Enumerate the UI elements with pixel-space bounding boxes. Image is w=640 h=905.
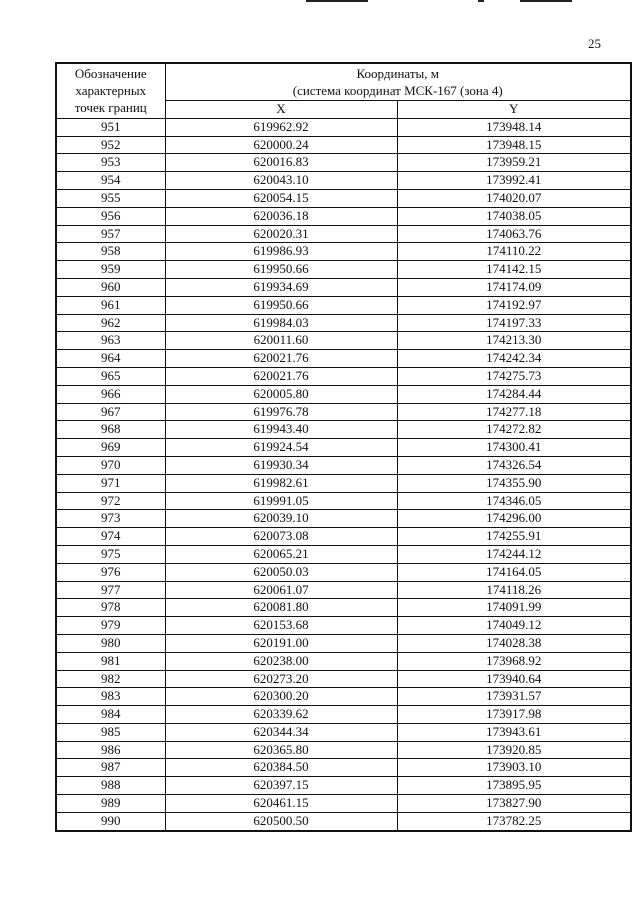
y-coordinate-cell: 174296.00 (397, 510, 631, 528)
table-row (56, 759, 631, 777)
table-row (56, 172, 631, 190)
x-coordinate-cell: 620384.50 (165, 759, 397, 777)
point-id-cell: 981 (56, 652, 165, 670)
table-row (56, 136, 631, 154)
y-coordinate-cell: 174300.41 (397, 439, 631, 457)
point-id-cell: 958 (56, 243, 165, 261)
y-coordinate-cell: 173931.57 (397, 688, 631, 706)
y-coordinate-cell: 174192.97 (397, 296, 631, 314)
y-coordinate-cell: 174118.26 (397, 581, 631, 599)
point-id-cell: 975 (56, 545, 165, 563)
x-coordinate-cell: 620020.31 (165, 225, 397, 243)
point-id-cell: 953 (56, 154, 165, 172)
x-coordinate-cell: 620397.15 (165, 777, 397, 795)
point-id-cell: 962 (56, 314, 165, 332)
x-coordinate-cell: 619982.61 (165, 474, 397, 492)
table-row (56, 207, 631, 225)
x-coordinate-cell: 620061.07 (165, 581, 397, 599)
y-coordinate-cell: 173917.98 (397, 706, 631, 724)
header-x: X (165, 101, 397, 119)
y-coordinate-cell: 173992.41 (397, 172, 631, 190)
point-id-cell: 963 (56, 332, 165, 350)
y-coordinate-cell: 174038.05 (397, 207, 631, 225)
point-id-cell: 976 (56, 563, 165, 581)
scan-edge-mark (478, 0, 484, 2)
x-coordinate-cell: 620065.21 (165, 545, 397, 563)
point-id-cell: 974 (56, 528, 165, 546)
point-id-cell: 966 (56, 385, 165, 403)
point-id-cell: 985 (56, 723, 165, 741)
coordinates-table (55, 62, 632, 832)
y-coordinate-cell: 173959.21 (397, 154, 631, 172)
point-id-cell: 971 (56, 474, 165, 492)
table-row (56, 510, 631, 528)
y-coordinate-cell: 174213.30 (397, 332, 631, 350)
y-coordinate-cell: 174275.73 (397, 367, 631, 385)
page-number: 25 (588, 36, 601, 51)
point-id-cell: 982 (56, 670, 165, 688)
y-coordinate-cell: 174020.07 (397, 189, 631, 207)
y-coordinate-cell: 174028.38 (397, 634, 631, 652)
x-coordinate-cell: 620073.08 (165, 528, 397, 546)
y-coordinate-cell: 173903.10 (397, 759, 631, 777)
point-id-cell: 978 (56, 599, 165, 617)
y-coordinate-cell: 174346.05 (397, 492, 631, 510)
y-coordinate-cell: 173940.64 (397, 670, 631, 688)
x-coordinate-cell: 620021.76 (165, 367, 397, 385)
table-row (56, 617, 631, 635)
table-row (56, 421, 631, 439)
y-coordinate-cell: 174142.15 (397, 261, 631, 279)
table-row (56, 706, 631, 724)
table-row (56, 225, 631, 243)
x-coordinate-cell: 620273.20 (165, 670, 397, 688)
point-id-cell: 967 (56, 403, 165, 421)
table-row (56, 456, 631, 474)
point-id-cell: 984 (56, 706, 165, 724)
x-coordinate-cell: 619950.66 (165, 296, 397, 314)
point-id-cell: 980 (56, 634, 165, 652)
table-header-row (56, 63, 631, 101)
y-coordinate-cell: 174164.05 (397, 563, 631, 581)
x-coordinate-cell: 619986.93 (165, 243, 397, 261)
table-row (56, 492, 631, 510)
table-row (56, 403, 631, 421)
table-body (56, 118, 631, 830)
y-coordinate-cell: 174277.18 (397, 403, 631, 421)
point-id-cell: 956 (56, 207, 165, 225)
x-coordinate-cell: 620339.62 (165, 706, 397, 724)
x-coordinate-cell: 620461.15 (165, 795, 397, 813)
y-coordinate-cell: 173968.92 (397, 652, 631, 670)
y-coordinate-cell: 174197.33 (397, 314, 631, 332)
y-coordinate-cell: 174326.54 (397, 456, 631, 474)
x-coordinate-cell: 620365.80 (165, 741, 397, 759)
table-row (56, 528, 631, 546)
header-coordinates (165, 63, 631, 101)
x-coordinate-cell: 619943.40 (165, 421, 397, 439)
header-point-label: Обозначение характерных точек границ (56, 63, 165, 118)
table-row (56, 545, 631, 563)
x-coordinate-cell: 619962.92 (165, 118, 397, 136)
table-row (56, 385, 631, 403)
table-row (56, 439, 631, 457)
x-coordinate-cell: 620238.00 (165, 652, 397, 670)
table-row (56, 634, 631, 652)
point-id-cell: 986 (56, 741, 165, 759)
x-coordinate-cell: 620081.80 (165, 599, 397, 617)
point-id-cell: 955 (56, 189, 165, 207)
x-coordinate-cell: 619950.66 (165, 261, 397, 279)
y-coordinate-cell: 174063.76 (397, 225, 631, 243)
x-coordinate-cell: 620300.20 (165, 688, 397, 706)
point-id-cell: 952 (56, 136, 165, 154)
y-coordinate-cell: 174255.91 (397, 528, 631, 546)
x-coordinate-cell: 620016.83 (165, 154, 397, 172)
table-row (56, 314, 631, 332)
y-coordinate-cell: 174284.44 (397, 385, 631, 403)
table-row (56, 350, 631, 368)
y-coordinate-cell: 174174.09 (397, 278, 631, 296)
point-id-cell: 961 (56, 296, 165, 314)
x-coordinate-cell: 620000.24 (165, 136, 397, 154)
table-row (56, 118, 631, 136)
point-id-cell: 970 (56, 456, 165, 474)
x-coordinate-cell: 620021.76 (165, 350, 397, 368)
point-id-cell: 954 (56, 172, 165, 190)
point-id-cell: 964 (56, 350, 165, 368)
y-coordinate-cell: 173895.95 (397, 777, 631, 795)
y-coordinate-cell: 173827.90 (397, 795, 631, 813)
y-coordinate-cell: 173782.25 (397, 812, 631, 830)
x-coordinate-cell: 619934.69 (165, 278, 397, 296)
scan-edge-mark (306, 0, 368, 2)
x-coordinate-cell: 620153.68 (165, 617, 397, 635)
table-row (56, 189, 631, 207)
point-id-cell: 969 (56, 439, 165, 457)
scan-edge-mark (520, 0, 572, 2)
x-coordinate-cell: 620005.80 (165, 385, 397, 403)
x-coordinate-cell: 619930.34 (165, 456, 397, 474)
x-coordinate-cell: 620191.00 (165, 634, 397, 652)
table-row (56, 670, 631, 688)
table-row (56, 563, 631, 581)
y-coordinate-cell: 173948.14 (397, 118, 631, 136)
point-id-cell: 968 (56, 421, 165, 439)
point-id-cell: 983 (56, 688, 165, 706)
x-coordinate-cell: 619984.03 (165, 314, 397, 332)
point-id-cell: 960 (56, 278, 165, 296)
x-coordinate-cell: 620050.03 (165, 563, 397, 581)
y-coordinate-cell: 173920.85 (397, 741, 631, 759)
table-row (56, 795, 631, 813)
point-id-cell: 957 (56, 225, 165, 243)
point-id-cell: 988 (56, 777, 165, 795)
table-row (56, 474, 631, 492)
y-coordinate-cell: 174272.82 (397, 421, 631, 439)
table-row (56, 278, 631, 296)
header-coordinates-title: Координаты, м (356, 66, 439, 81)
y-coordinate-cell: 173948.15 (397, 136, 631, 154)
table-row (56, 296, 631, 314)
point-id-cell: 979 (56, 617, 165, 635)
table-row (56, 261, 631, 279)
table-row (56, 243, 631, 261)
table-row (56, 332, 631, 350)
point-id-cell: 959 (56, 261, 165, 279)
point-id-cell: 987 (56, 759, 165, 777)
y-coordinate-cell: 174091.99 (397, 599, 631, 617)
y-coordinate-cell: 174110.22 (397, 243, 631, 261)
y-coordinate-cell: 173943.61 (397, 723, 631, 741)
y-coordinate-cell: 174244.12 (397, 545, 631, 563)
table-row (56, 581, 631, 599)
point-id-cell: 951 (56, 118, 165, 136)
point-id-cell: 972 (56, 492, 165, 510)
x-coordinate-cell: 620500.50 (165, 812, 397, 830)
table-row (56, 741, 631, 759)
x-coordinate-cell: 620344.34 (165, 723, 397, 741)
table-row (56, 688, 631, 706)
point-id-cell: 977 (56, 581, 165, 599)
table-row (56, 367, 631, 385)
x-coordinate-cell: 620036.18 (165, 207, 397, 225)
table-row (56, 812, 631, 830)
y-coordinate-cell: 174049.12 (397, 617, 631, 635)
x-coordinate-cell: 619976.78 (165, 403, 397, 421)
x-coordinate-cell: 620039.10 (165, 510, 397, 528)
x-coordinate-cell: 620043.10 (165, 172, 397, 190)
point-id-cell: 989 (56, 795, 165, 813)
table-row (56, 154, 631, 172)
header-coordinates-system: (система координат МСК-167 (зона 4) (292, 83, 503, 98)
table-row (56, 777, 631, 795)
y-coordinate-cell: 174355.90 (397, 474, 631, 492)
point-id-cell: 965 (56, 367, 165, 385)
table-row (56, 723, 631, 741)
table-row (56, 599, 631, 617)
x-coordinate-cell: 620011.60 (165, 332, 397, 350)
table-row (56, 652, 631, 670)
y-coordinate-cell: 174242.34 (397, 350, 631, 368)
point-id-cell: 973 (56, 510, 165, 528)
x-coordinate-cell: 619991.05 (165, 492, 397, 510)
point-id-cell: 990 (56, 812, 165, 830)
x-coordinate-cell: 619924.54 (165, 439, 397, 457)
header-y: Y (397, 101, 631, 119)
x-coordinate-cell: 620054.15 (165, 189, 397, 207)
